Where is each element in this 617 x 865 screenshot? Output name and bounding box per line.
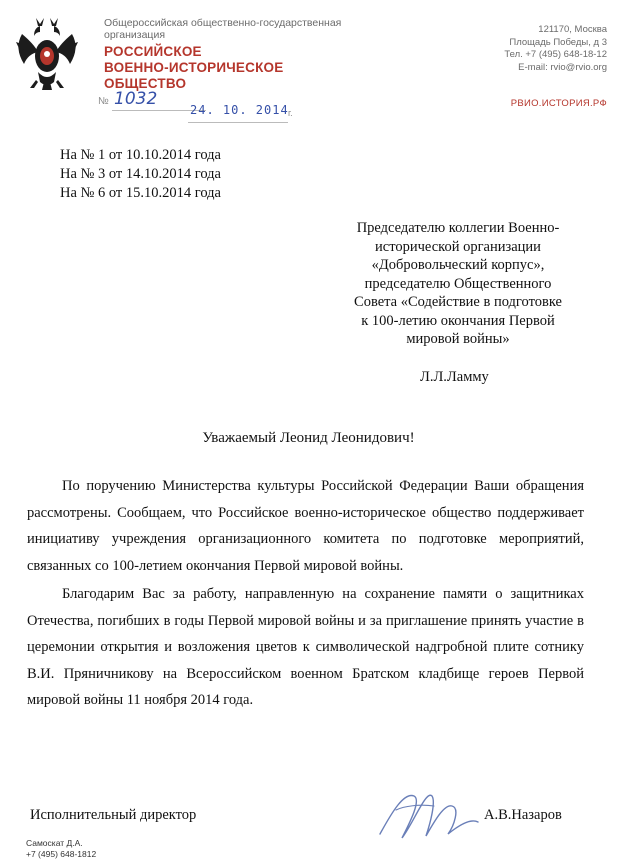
addressee-line: председателю Общественного [364, 275, 552, 292]
org-name-line-1: РОССИЙСКОЕ [104, 44, 202, 59]
letterhead [104, 17, 404, 92]
contact-address: 121170, Москва [538, 24, 607, 35]
reference-item: На № 3 от 14.10.2014 года [60, 166, 221, 182]
addressee-block [328, 219, 588, 349]
reference-list [60, 146, 221, 203]
contact-email: E-mail: rvio@rvio.org [518, 61, 607, 73]
registration-line [98, 89, 398, 128]
addressee-name: Л.Л.Ламму [420, 369, 489, 385]
reg-date-suffix: г. [288, 108, 293, 118]
body-paragraph: По поручению Министерства культуры Российской Федерации Ваши обращения рассмотрены. Сообщаем, что Российское военно-историческое общество поддерживает инициативу учреждения организационного комитета по подготовке мероприятий, связанных со 100-летием окончания Первой мировой войны. [27, 478, 584, 574]
executor-block [26, 838, 96, 860]
reg-date-stamp: 24. 10. 2014 [190, 103, 289, 117]
reference-item: На № 1 от 10.10.2014 года [60, 147, 221, 163]
addressee-line: к 100-летию окончания Первой [361, 312, 555, 329]
letter-body [27, 473, 584, 714]
addressee-line: мировой войны» [406, 331, 510, 347]
addressee-line: Совета «Содействие в подготовке [354, 294, 562, 310]
org-name-line-3: ОБЩЕСТВО [104, 76, 187, 91]
contact-block [504, 24, 607, 74]
executor-name: Самоскат Д.А. [26, 838, 83, 848]
reg-number-handwritten: 1032 [114, 89, 158, 109]
reg-number-label: № [98, 96, 109, 107]
executor-phone: +7 (495) 648-1812 [26, 849, 97, 859]
reference-item: На № 6 от 15.10.2014 года [60, 185, 221, 201]
double-headed-eagle-icon [14, 16, 80, 92]
org-subtitle: Общероссийская общественно-государственная организация [104, 17, 342, 41]
handwritten-signature [374, 782, 484, 846]
addressee-line: «Добровольческий корпус», [371, 257, 545, 273]
contact-street: Площадь Победы, д 3 [509, 36, 607, 48]
body-paragraph: Благодарим Вас за работу, направленную на сохранение памяти о защитниках Отечества, погибших в годы Первой мировой войны и за приглашение принять участие в церемонии открытия и возложения цветов к символической надгробной плите сотнику В.И. Пряничникову на Всероссийском военном Братском кладбище героев Первой мировой войны 11 ноября 2014 года. [27, 586, 584, 708]
greeting: Уважаемый Леонид Леонидович! [202, 430, 415, 446]
addressee-line: исторической организации [375, 238, 541, 255]
signatory-name: А.В.Назаров [484, 807, 562, 823]
org-name-line-2: ВОЕННО-ИСТОРИЧЕСКОЕ [104, 60, 284, 75]
reg-date-underline [188, 122, 288, 123]
website: РВИО.ИСТОРИЯ.РФ [510, 98, 607, 109]
contact-phone: Тел. +7 (495) 648-18-12 [504, 49, 607, 60]
signatory-title: Исполнительный директор [30, 807, 197, 823]
addressee-line: Председателю коллегии Военно- [356, 220, 560, 236]
